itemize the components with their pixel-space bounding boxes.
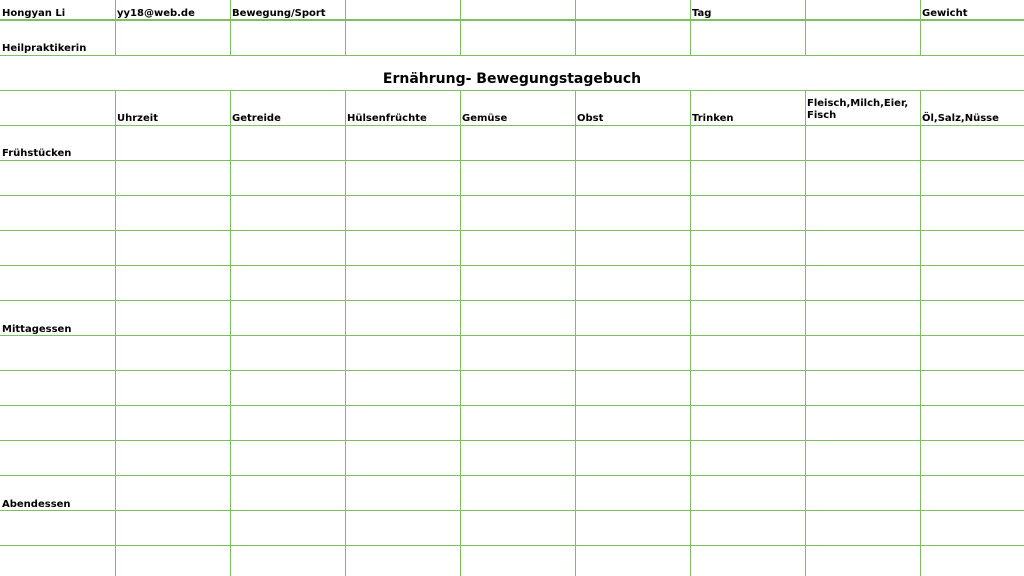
column-header-legumes: Hülsenfrüchte [347,113,427,124]
grid-column-line [920,90,921,576]
grid-row-line [0,370,1024,371]
grid-row-line [0,440,1024,441]
meal-label-breakfast: Frühstücken [2,148,72,159]
page-title: Ernährung- Bewegungstagebuch [382,71,642,87]
column-header-vegetables: Gemüse [462,113,508,124]
grid-column-line [690,0,691,55]
grid-row-line [0,160,1024,161]
grid-column-line [345,0,346,55]
grid-column-line [115,0,116,55]
header-name: Hongyan Li [2,8,66,19]
grid-row-line [0,405,1024,406]
grid-column-line [805,0,806,55]
grid-row-line [0,335,1024,336]
grid-row-line [0,55,1024,56]
grid-column-line [575,0,576,55]
grid-column-line [920,0,921,55]
column-header-meat-dairy: Fleisch,Milch,Eier, Fisch [807,98,909,121]
grid-row-line [0,300,1024,301]
grid-row-line [0,265,1024,266]
grid-column-line [690,90,691,576]
grid-column-line [345,90,346,576]
meal-label-dinner: Abendessen [2,499,71,510]
grid-row-line [0,195,1024,196]
header-activity: Bewegung/Sport [232,8,326,19]
column-header-fruit: Obst [577,113,604,124]
grid-row-line [0,475,1024,476]
grid-row-line [0,230,1024,231]
grid-column-line [575,90,576,576]
grid-column-line [460,0,461,55]
column-header-grains: Getreide [232,113,281,124]
header-profession: Heilpraktikerin [2,43,87,54]
column-header-oil-salt-nuts: Öl,Salz,Nüsse [922,113,999,124]
meal-label-lunch: Mittagessen [2,324,72,335]
grid-column-line [460,90,461,576]
grid-row-line [0,510,1024,511]
grid-column-line [230,90,231,576]
header-day: Tag [692,8,712,19]
grid-row-line [0,545,1024,546]
column-header-time: Uhrzeit [117,113,158,124]
grid-row-line [0,90,1024,91]
grid-row-line [0,125,1024,126]
header-weight: Gewicht [922,8,968,19]
grid-column-line [230,0,231,55]
grid-column-line [115,90,116,576]
header-email: yy18@web.de [117,8,195,19]
column-header-drinks: Trinken [692,113,734,124]
grid-column-line [805,90,806,576]
